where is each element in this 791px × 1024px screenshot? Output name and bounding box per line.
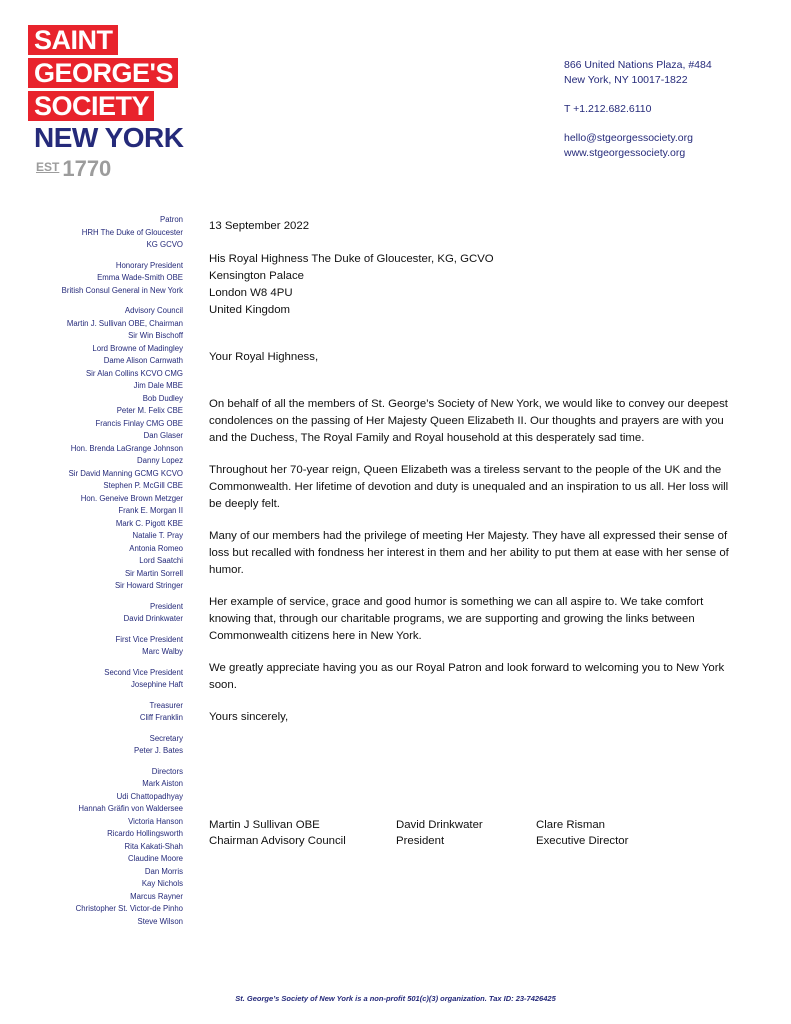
sidebar-member: David Drinkwater [123,614,183,623]
sidebar-group-heading: Second Vice President [104,667,183,677]
sidebar-group [30,667,183,692]
sidebar-group [30,305,183,593]
sidebar-member: Francis Finlay CMG OBE [95,418,183,428]
address-line-2: New York, NY 10017-1822 [564,74,688,86]
sidebar-member: Lord Browne of Madingley [92,343,183,353]
sidebar-member: Udi Chattopadhyay [116,791,183,801]
phone-number: T +1.212.682.6110 [564,103,652,115]
paragraph-condolences: On behalf of all the members of St. George’s Society of New York, we would like to convey our deepest condolences on the passing of Her Majesty Queen Elizabeth II. Our thoughts and prayers are with you and the Duchess, The Royal Family and Royal household at this desperately sad time. [209,398,728,444]
sidebar-member: Dame Alison Carnwath [103,356,183,365]
sidebar-member: Claudine Moore [127,854,183,863]
sidebar-member: Peter M. Felix CBE [116,406,183,415]
letter-date: 13 September 2022 [209,220,310,232]
sidebar-group-heading: Patron [160,215,183,224]
sidebar-group-heading: Directors [151,766,183,776]
address-line-1: 866 United Nations Plaza, #484 [564,59,712,71]
sidebar-member: Dan Morris [144,866,183,876]
sidebar-group [30,634,183,659]
sidebar-group-heading: Advisory Council [124,306,183,315]
paragraph-patron: We greatly appreciate having you as our Royal Patron and look forward to welcoming you to New York soon. [209,662,725,691]
sidebar-member: Steve Wilson [137,916,183,926]
sidebar-group-heading: Treasurer [149,700,183,710]
sidebar-member: Sir Win Bischoff [128,331,183,340]
logo-line-society: SOCIETY [28,91,154,121]
sidebar-member: Marcus Rayner [130,891,183,901]
closing: Yours sincerely, [209,711,289,723]
signatory-name: Martin J Sullivan OBE [209,819,320,831]
contact-block [564,58,712,161]
logo-line-new-york: NEW YORK [34,122,184,153]
sidebar-member: Mark C. Pigott KBE [115,518,183,528]
sidebar-member: Christopher St. Victor-de Pinho [75,904,183,913]
officers-sidebar [30,214,183,936]
sidebar-member: KG GCVO [146,240,183,249]
sidebar-member: Natalie T. Pray [132,531,183,540]
address-line: London W8 4PU [209,287,293,299]
sidebar-member: Hon. Geneive Brown Metzger [80,493,183,503]
sidebar-group [30,766,183,929]
sidebar-member: Jim Dale MBE [133,381,183,390]
sidebar-member: Ricardo Hollingsworth [107,829,183,838]
sidebar-member: Peter J. Bates [134,746,183,755]
sidebar-member: Danny Lopez [137,456,183,465]
sidebar-member: Sir David Manning GCMG KCVO [68,468,183,478]
email-address: hello@stgeorgessociety.org [564,132,693,144]
address-line: Kensington Palace [209,270,304,282]
sidebar-member: Rita Kakati-Shah [124,841,183,851]
sidebar-member: Dan Glaser [143,431,183,440]
paragraph-members: Many of our members had the privilege of meeting Her Majesty. They have all expressed their sense of loss but recalled with fondness her interest in them and her ability to put them at ease with her sense of humor. [209,530,729,576]
signatory-title: President [396,835,445,847]
sidebar-member: Antonia Romeo [129,543,183,553]
sidebar-member: Victoria Hanson [128,816,183,826]
sidebar-member: Sir Martin Sorrell [124,568,183,578]
address-line: His Royal Highness The Duke of Gloucester, KG, GCVO [209,253,494,265]
sidebar-group-heading: Honorary President [115,260,183,270]
logo-line-georges: GEORGE'S [28,58,178,88]
sidebar-group [30,700,183,725]
sidebar-member: Bob Dudley [142,393,183,403]
paragraph-reign: Throughout her 70-year reign, Queen Elizabeth was a tireless servant to the people of the UK and the Commonwealth. Her lifetime of devotion and duty is unequaled and an inspiration to us all. Her loss will be deeply felt. [209,464,729,510]
sidebar-member: Martin J. Sullivan OBE, Chairman [66,318,183,328]
logo-est-label: EST [36,160,60,174]
logo-line-saint: SAINT [28,25,118,55]
society-logo [28,25,184,185]
signature-drinkwater [396,817,483,849]
sidebar-group [30,733,183,758]
signature-sullivan [209,817,346,849]
sidebar-group [30,214,183,252]
sidebar-group [30,260,183,298]
sidebar-member: Hon. Brenda LaGrange Johnson [70,443,183,453]
sidebar-member: Mark Aiston [142,779,183,788]
sidebar-member: Frank E. Morgan II [118,506,183,515]
website-url: www.stgeorgessociety.org [564,147,686,159]
address-line: United Kingdom [209,304,291,316]
sidebar-member: Hannah Gräfin von Waldersee [78,804,183,813]
sidebar-member: Cliff Franklin [139,713,183,722]
paragraph-example: Her example of service, grace and good humor is something we can all aspire to. We take comfort knowing that, through our charitable programs, we are supporting and growing the links between Commonwealth citizens here in New York. [209,596,704,642]
footer-note: St. George’s Society of New York is a non-profit 501(c)(3) organization. Tax ID: 23-7426425 [235,994,556,1003]
sidebar-group-heading: President [150,601,183,611]
sidebar-group-heading: First Vice President [115,634,183,644]
sidebar-group-heading: Secretary [149,733,183,743]
logo-established [36,155,111,181]
sidebar-group [30,601,183,626]
sidebar-member: Sir Howard Stringer [114,581,183,590]
sidebar-member: Marc Walby [142,647,183,656]
signatory-title: Executive Director [536,835,629,847]
sidebar-member: Sir Alan Collins KCVO CMG [85,368,183,378]
sidebar-member: Kay Nichols [141,879,183,888]
sidebar-member: British Consul General in New York [61,285,183,295]
sidebar-member: Lord Saatchi [139,556,183,565]
sidebar-member: Josephine Haft [130,680,183,689]
salutation: Your Royal Highness, [209,351,319,363]
sidebar-member: HRH The Duke of Gloucester [81,227,183,237]
recipient-address [209,251,739,319]
signature-risman [536,817,628,849]
signatory-name: Clare Risman [536,819,605,831]
sidebar-member: Emma Wade-Smith OBE [97,273,183,282]
signatory-title: Chairman Advisory Council [209,835,346,847]
logo-est-year: 1770 [62,156,112,181]
signatory-name: David Drinkwater [396,819,483,831]
sidebar-member: Stephen P. McGill CBE [103,481,183,490]
letter-body [209,218,739,726]
